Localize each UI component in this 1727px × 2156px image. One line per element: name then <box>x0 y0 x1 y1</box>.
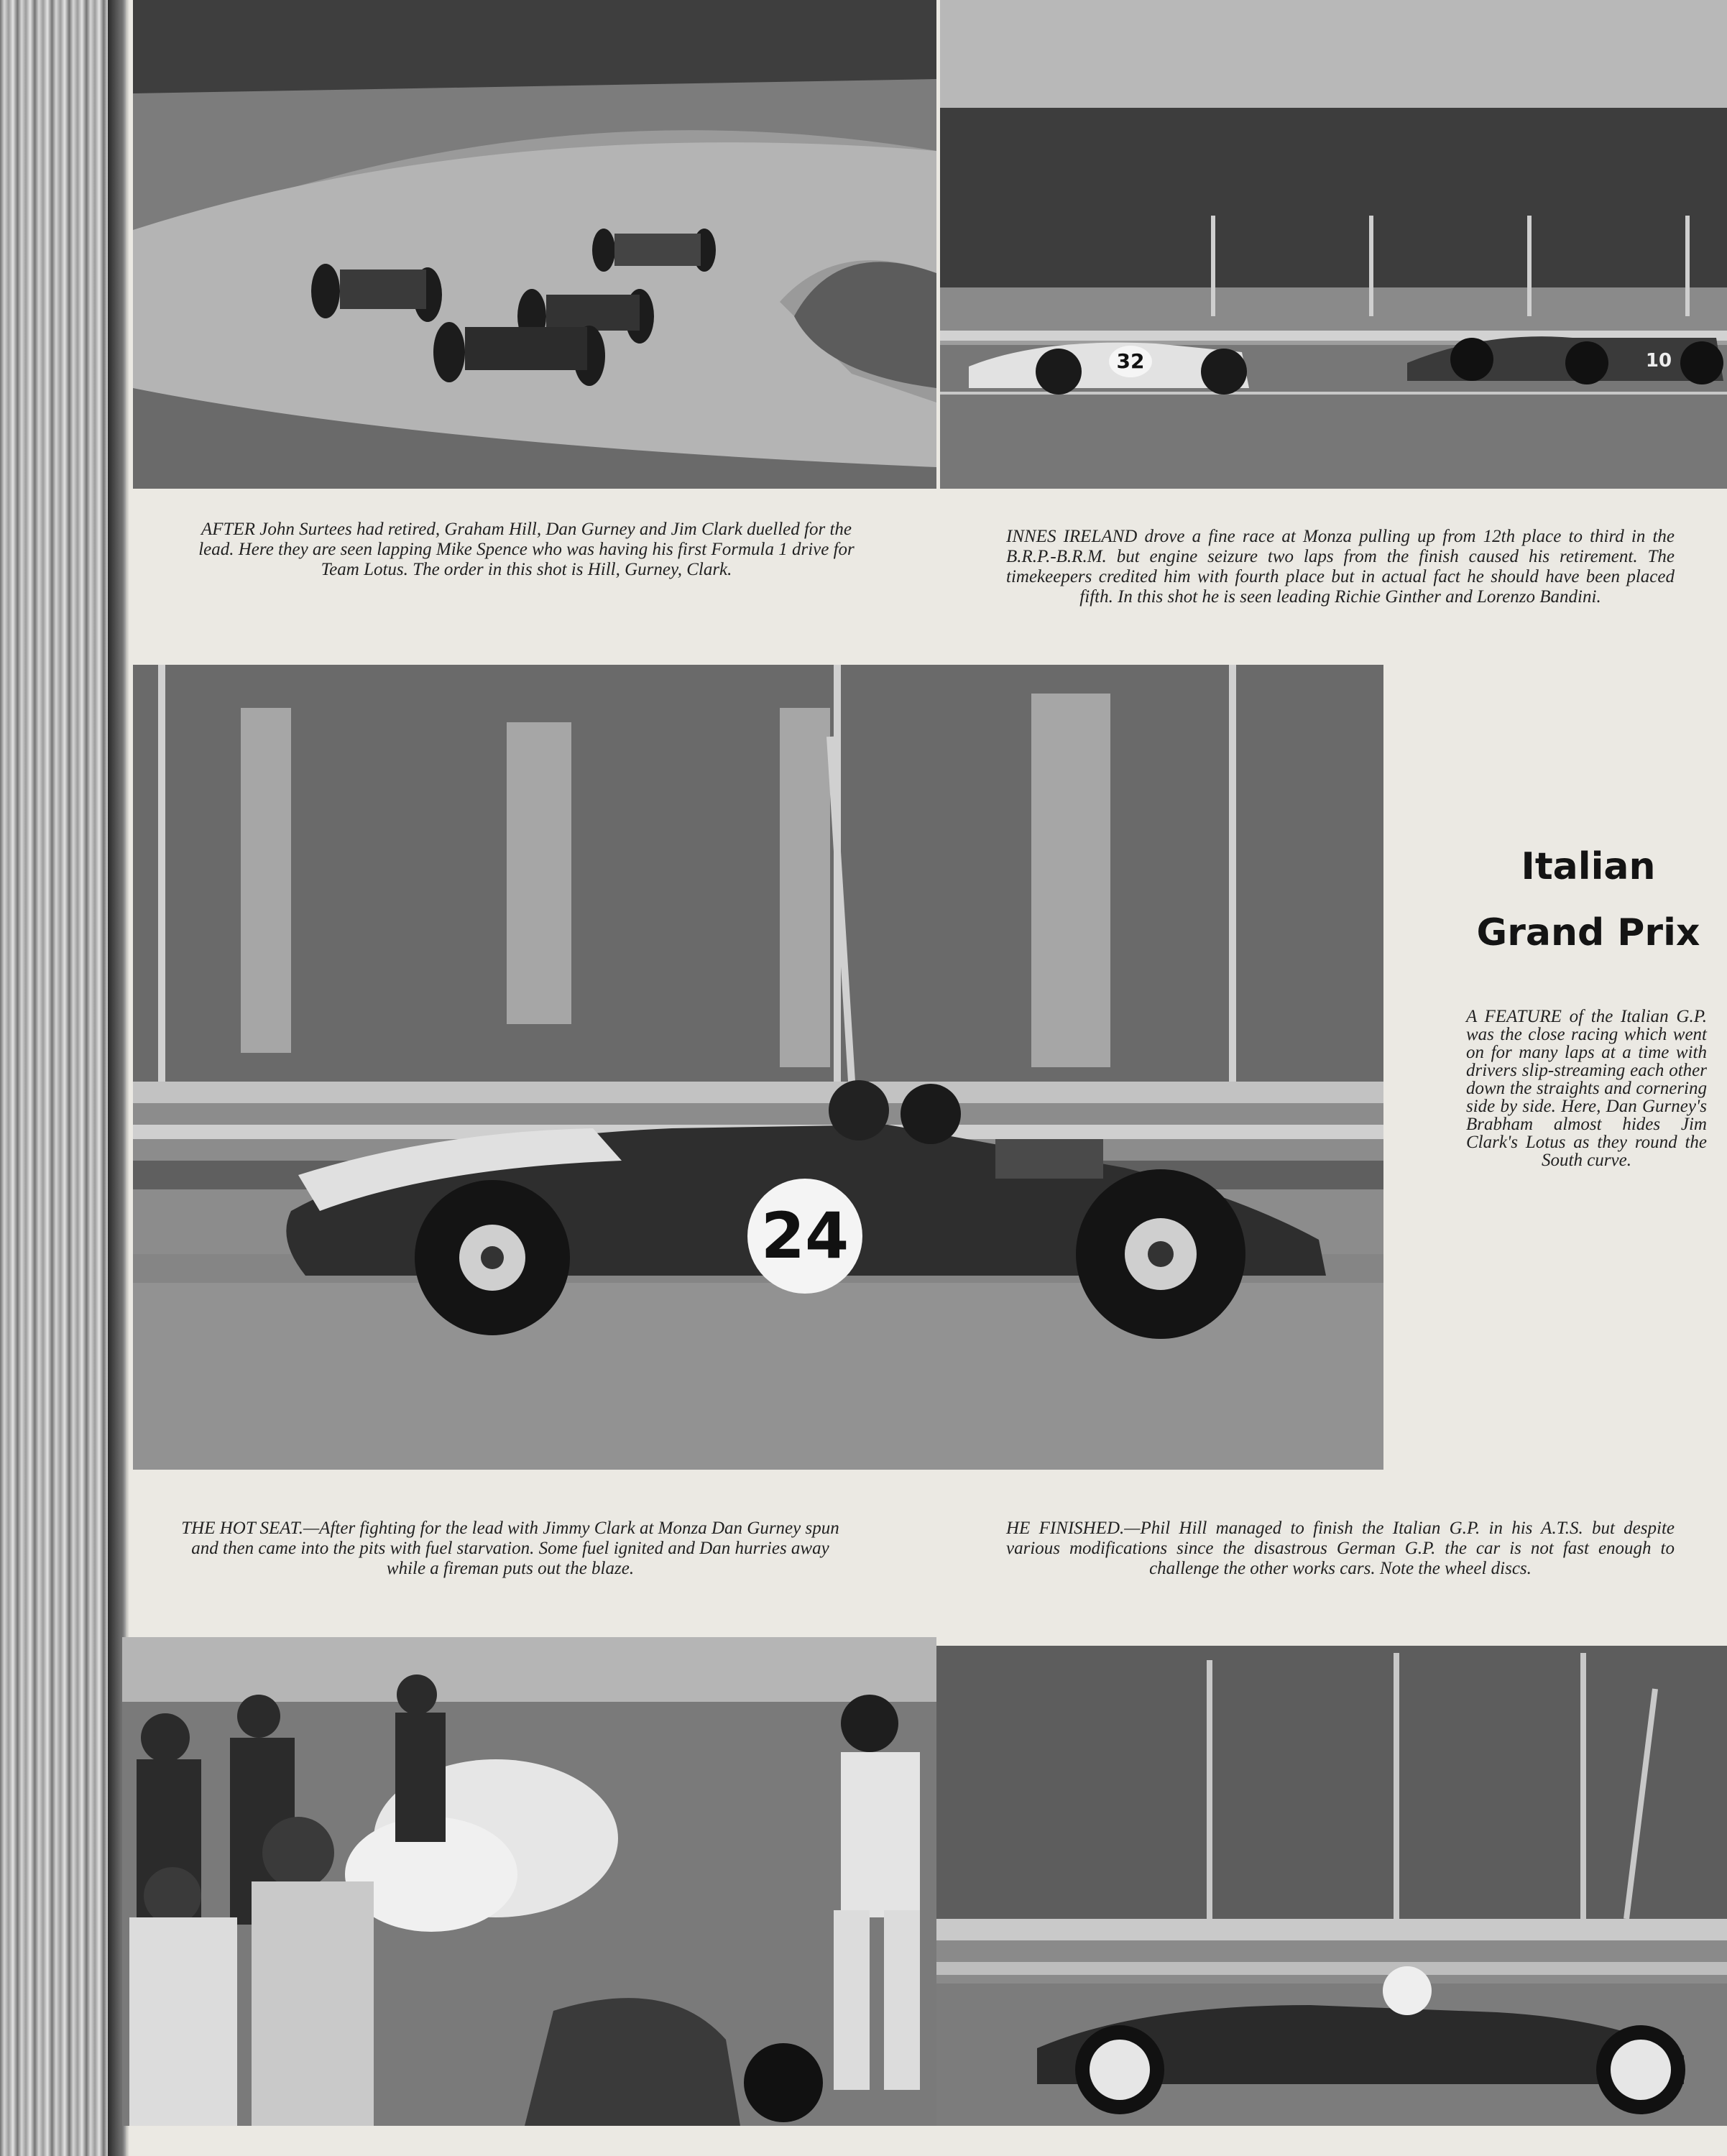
car-number-10: 10 <box>1645 350 1672 372</box>
photo-bottom-right-phil-hill-ats <box>936 1646 1727 2126</box>
caption-bottom-left: THE HOT SEAT.—After fighting for the lead with Jimmy Clark at Monza Dan Gurney spun and then came into the pits with fuel starvation. Some fuel ignited and Dan hurries away while a fireman puts out the blaze. <box>181 1519 839 1578</box>
caption-top-left: AFTER John Surtees had retired, Graham Hill, Dan Gurney and Jim Clark duelled for the lead. Here they are seen lapping Mike Spence who was having his first Formula 1 drive for Team Lotus. The order in this shot is Hill, Gurney, Clark. <box>198 520 855 579</box>
photo-bottom-left-hot-seat <box>122 1637 936 2126</box>
feature-title-line-1: Italian <box>1521 845 1656 888</box>
caption-top-right: INNES IRELAND drove a fine race at Monza pulling up from 12th place to third in the B.R.P.-B.R.M. but engine seizure two laps from the finish caused his retirement. The timekeepers credited him with fourth place but in actual fact he should have been placed fifth. In this shot he is seen leading Richie Ginther and Lorenzo Bandini. <box>1006 527 1675 607</box>
car-number-32: 32 <box>1116 349 1145 373</box>
photo-main-car-24 <box>133 665 1383 1470</box>
feature-title-line-2: Grand Prix <box>1476 911 1700 954</box>
feature-title <box>1452 834 1725 966</box>
car-number-24: 24 <box>760 1199 849 1273</box>
feature-text: A FEATURE of the Italian G.P. was the close racing which went on for many laps at a time with drivers slip-streaming each other down the straights and cornering side by side. Here, Dan Gurney's Brabham almost hides Jim Clark's Lotus as they round the South curve. <box>1466 1007 1707 1170</box>
caption-bottom-right: HE FINISHED.—Phil Hill managed to finish the Italian G.P. in his A.T.S. but despite various modifications since the disastrous German G.P. the car is not fast enough to challenge the other works cars. Note the wheel discs. <box>1006 1519 1675 1578</box>
photo-top-right-innes-ireland <box>940 0 1727 489</box>
photo-top-left-hill-gurney-clark <box>133 0 936 489</box>
book-binding <box>0 0 126 2156</box>
